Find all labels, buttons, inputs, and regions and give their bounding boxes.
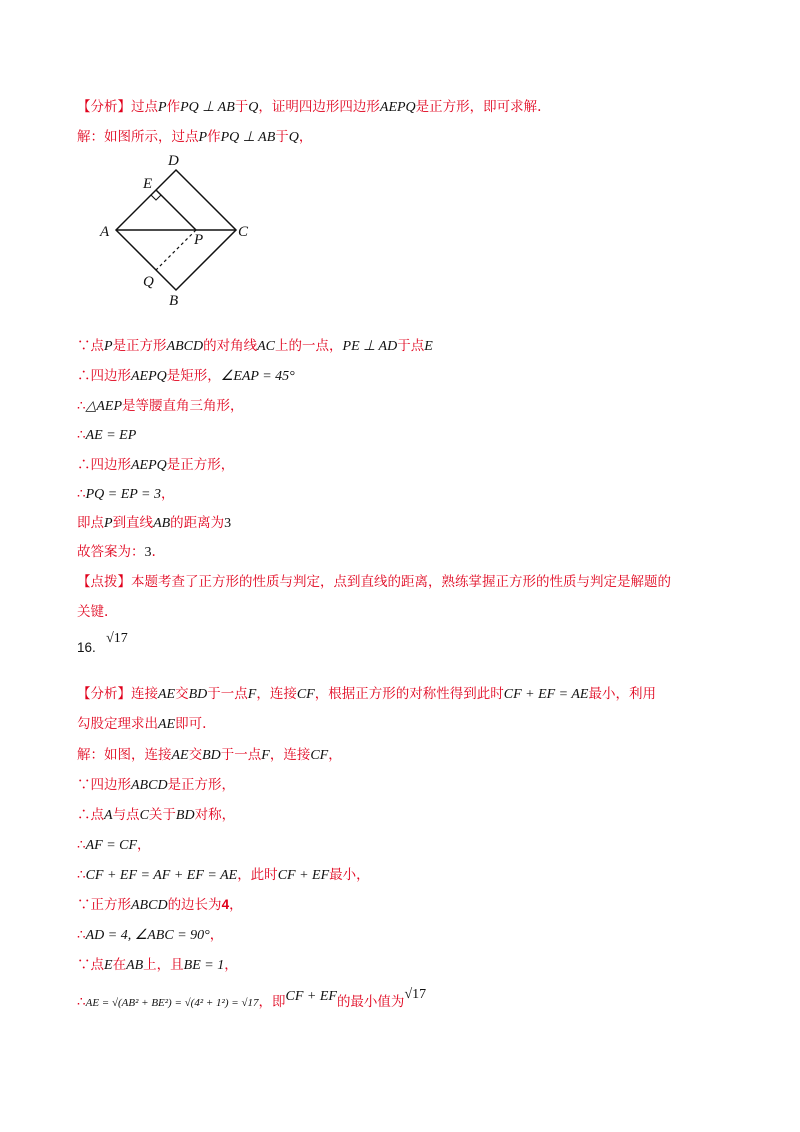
segment-ep xyxy=(156,190,196,230)
label-p: P xyxy=(194,232,204,248)
step-line: ∵四边形ABCD是正方形， xyxy=(77,777,236,793)
step-line: ∴AD = 4, ∠ABC = 90°， xyxy=(77,927,224,943)
step-line: ∵点P是正方形ABCD的对角线AC上的一点，PE ⊥ AD于点E xyxy=(77,338,433,354)
question-number: 16. xyxy=(77,640,96,655)
step-line: ∴PQ = EP = 3， xyxy=(77,486,175,502)
question-16-answer xyxy=(77,631,128,659)
label-c: C xyxy=(238,224,249,240)
step-line: ∴CF + EF = AF + EF = AE，此时CF + EF最小， xyxy=(77,867,370,883)
tip-tag: 【点拨】 xyxy=(77,574,131,590)
step-line: ∴四边形AEPQ是正方形， xyxy=(77,457,235,473)
step-line: ∵正方形ABCD的边长为4， xyxy=(77,897,243,913)
label-q: Q xyxy=(143,274,154,290)
answer-line: 故答案为：3. xyxy=(77,544,156,560)
step-line: ∴AE = EP xyxy=(77,427,137,443)
square-diagram xyxy=(95,148,265,308)
step-line: ∴AF = CF， xyxy=(77,837,151,853)
answer-value: √17 xyxy=(106,631,128,646)
analysis-line-15: 【分析】过点P作PQ ⊥ AB于Q，证明四边形四边形AEPQ是正方形，即可求解. xyxy=(77,99,542,115)
step-line: ∴四边形AEPQ是矩形，∠EAP = 45° xyxy=(77,368,295,384)
step-line: ∴点A与点C关于BD对称， xyxy=(77,807,236,823)
step-line: 即点P到直线AB的距离为3 xyxy=(77,515,232,531)
label-b: B xyxy=(169,293,179,308)
step-line: ∵点E在AB上，且BE = 1， xyxy=(77,957,238,973)
tip-line-2: 关键. xyxy=(77,604,109,620)
analysis-line-16b: 勾股定理求出AE即可. xyxy=(77,716,207,732)
tip-line-1: 【点拨】本题考查了正方形的性质与判定，点到直线的距离，熟练掌握正方形的性质与判定是解题的 xyxy=(77,574,671,590)
label-a: A xyxy=(100,224,110,240)
label-e: E xyxy=(143,176,153,192)
step-line: ∴△AEP是等腰直角三角形， xyxy=(77,398,244,414)
solution-intro-16: 解：如图，连接AE交BD于一点F，连接CF， xyxy=(77,747,342,763)
analysis-line-16a: 【分析】连接AE交BD于一点F，连接CF，根据正方形的对称性得到此时CF + EF = AE最小，利用 xyxy=(77,686,656,702)
right-angle-mark xyxy=(151,195,161,200)
solution-intro-15: 解：如图所示，过点P作PQ ⊥ AB于Q， xyxy=(77,129,313,145)
segment-pq-dashed xyxy=(156,230,196,270)
analysis-tag: 【分析】 xyxy=(77,99,131,115)
step-line: ∴AE = √(AB² + BE²) = √(4² + 1²) = √17，即CF + EF的最小值为√17 xyxy=(77,987,427,1010)
label-d: D xyxy=(168,153,179,169)
